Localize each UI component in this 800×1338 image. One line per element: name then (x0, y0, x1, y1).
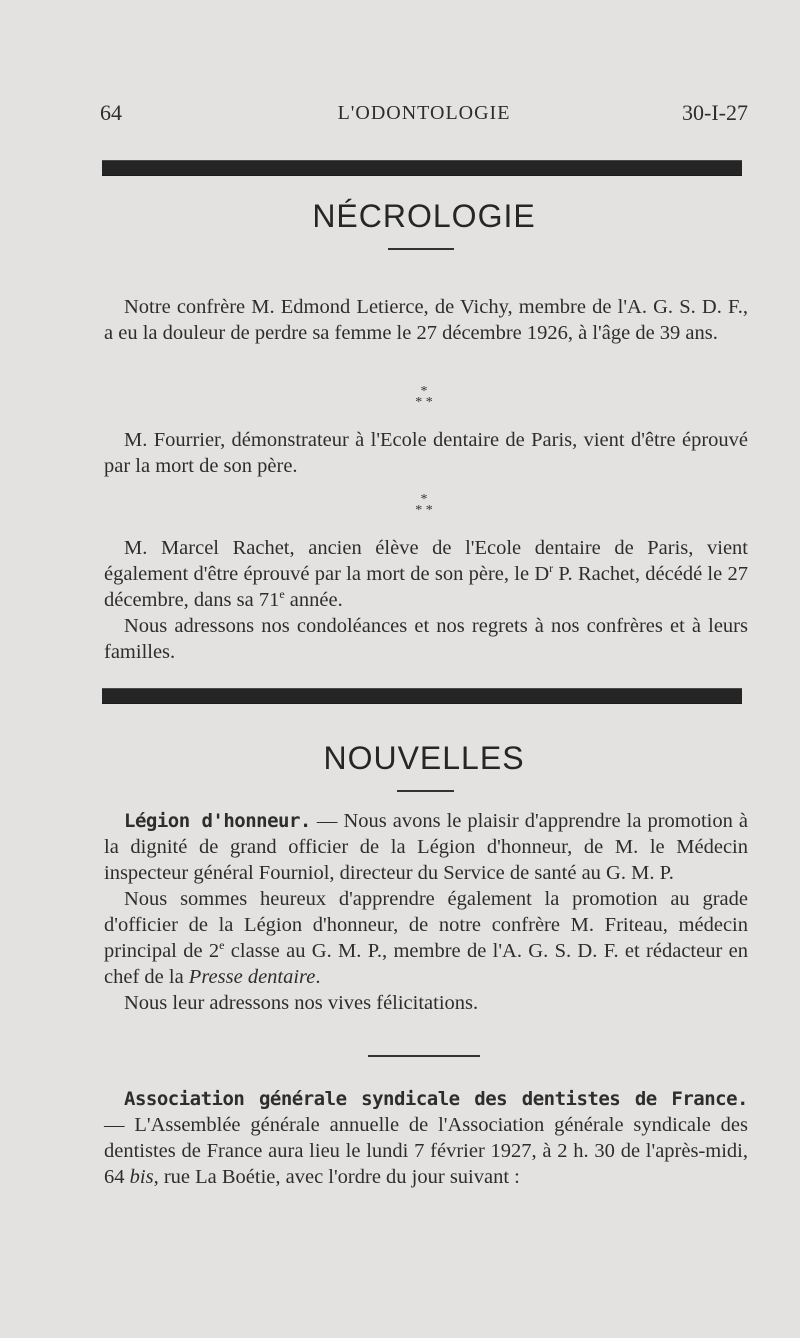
item-separator-rule (368, 1055, 480, 1057)
text-run: Nous sommes heureux d'apprendre également la promotion au grade d'officier de la Légion d'honneur, de notre confrère M. Friteau, médecin principal de 2 (104, 888, 748, 962)
necrologie-paragraph-2: M. Fourrier, démonstrateur à l'Ecole dentaire de Paris, vient d'être éprouvé par la mort de son père. (104, 429, 748, 477)
section-divider-band (102, 160, 742, 176)
page-number: 64 (100, 100, 122, 125)
association-paragraph (104, 1086, 748, 1190)
legion-honneur-item (104, 808, 748, 1016)
asterism-separator (100, 494, 748, 516)
text-run: — L'Assemblée générale annuelle de l'Association générale syndicale des dentistes de France aura lieu le lundi 7 février 1927, à 2 h. 30 de l'après-midi, 64 (104, 1114, 748, 1188)
italic-run: Presse dentaire (188, 966, 316, 988)
rachet-paragraph (104, 535, 748, 613)
asterism-top: * (420, 384, 428, 399)
necrologie-paragraph-3 (104, 535, 748, 665)
legion-paragraph-1 (104, 808, 748, 886)
issue-date: 30-I-27 (682, 100, 748, 125)
superscript: e (219, 938, 225, 953)
item-heading: Légion d'honneur. (124, 810, 311, 832)
necrologie-paragraph-1: Notre confrère M. Edmond Letierce, de Vichy, membre de l'A. G. S. D. F., a eu la douleur de perdre sa femme le 27 décembre 1926, à l'âge de 39 ans. (104, 296, 748, 344)
superscript: r (549, 561, 554, 576)
text-run: classe au G. M. P., membre de l'A. G. S. D. F. et rédacteur en chef de la (104, 940, 748, 988)
legion-paragraph-3: Nous leur adressons nos vives félicitations. (124, 992, 479, 1014)
text-run: — Nous avons le plaisir d'apprendre la promotion à la dignité de grand officier de la Légion d'honneur, de M. le Médecin inspecteur général Fourniol, directeur du Service de santé au G. M. P. (104, 810, 748, 884)
text-run: . (315, 966, 321, 988)
text-run: , rue La Boétie, avec l'ordre du jour suivant : (153, 1166, 520, 1188)
section-title-nouvelles: NOUVELLES (323, 740, 525, 776)
journal-title: L'ODONTOLOGIE (337, 102, 511, 124)
asterism-separator (100, 386, 748, 408)
item-heading: Association générale syndicale des dentistes de France. (124, 1088, 748, 1110)
text-run: année. (284, 589, 343, 611)
asterism-bottom: * * (415, 503, 433, 518)
section-title-necrologie: NÉCROLOGIE (312, 198, 536, 234)
running-head (100, 100, 748, 130)
title-underline (388, 248, 454, 250)
italic-run: bis (129, 1166, 154, 1188)
legion-paragraph-2 (104, 886, 748, 990)
condolences-paragraph: Nous adressons nos condoléances et nos regrets à nos confrères et à leurs familles. (104, 615, 748, 663)
superscript: e (279, 587, 285, 602)
asterism-top: * (420, 492, 428, 507)
title-underline (397, 790, 454, 792)
text-run: M. Marcel Rachet, ancien élève de l'Ecole dentaire de Paris, vient également d'être éprouvé par la mort de son père, le D (104, 537, 748, 585)
asterism-bottom: * * (415, 395, 433, 410)
text-run: P. Rachet, décédé le 27 décembre, dans sa 71 (104, 563, 749, 611)
section-divider-band (102, 688, 742, 704)
association-item (104, 1086, 748, 1190)
